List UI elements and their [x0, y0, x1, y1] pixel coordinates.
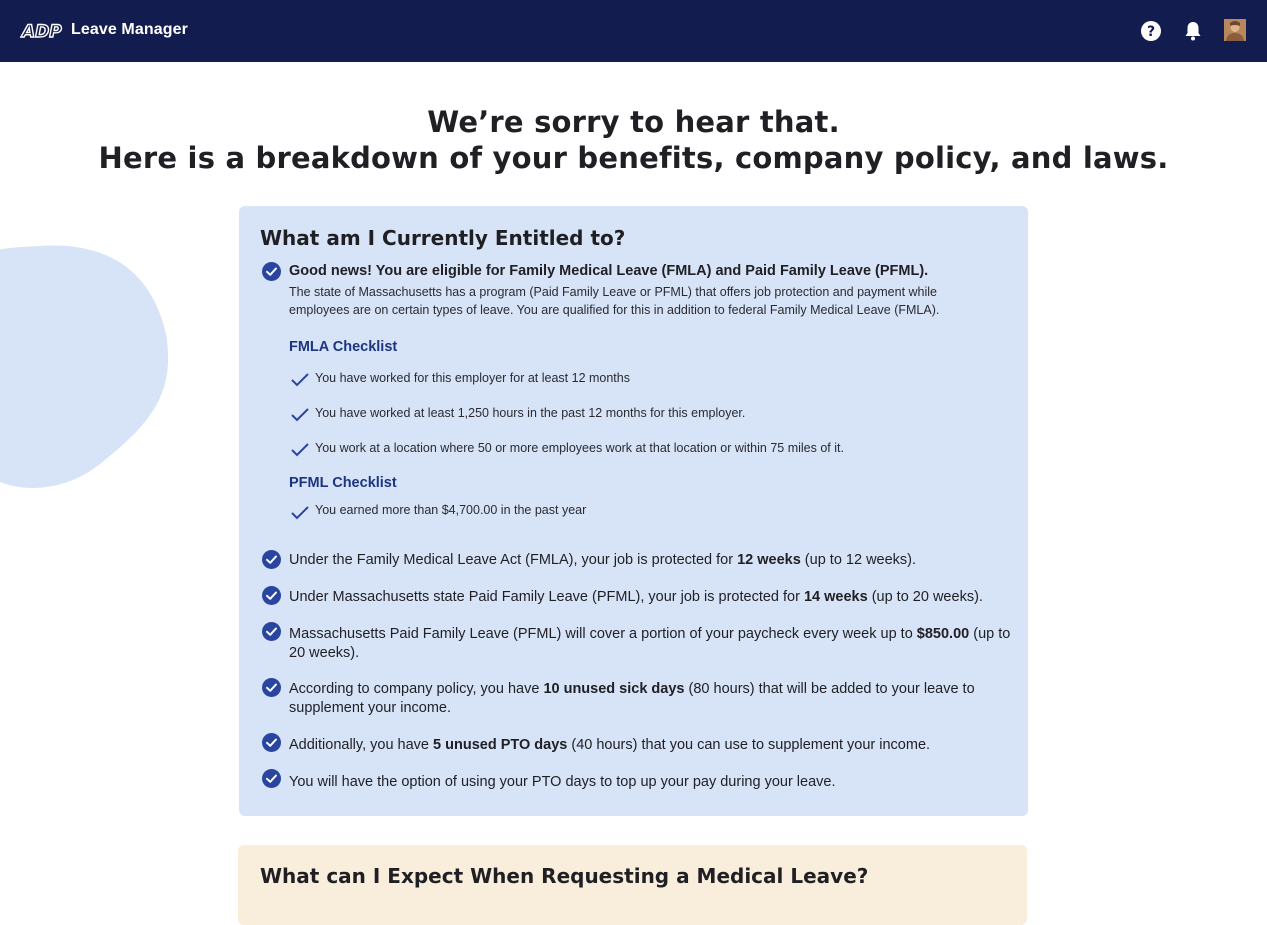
svg-text:ADP: ADP [22, 22, 62, 42]
check-circle-icon [262, 622, 281, 641]
checkmark-icon [291, 373, 309, 387]
checkmark-icon [291, 506, 309, 520]
decorative-blob [0, 244, 170, 489]
check-circle-icon [262, 262, 281, 281]
benefit-item: Under the Family Medical Leave Act (FMLA), your job is protected for 12 weeks (up to 12 weeks). [289, 552, 917, 568]
benefit-item: Under Massachusetts state Paid Family Leave (PFML), your job is protected for 14 weeks (up to 20 weeks). [289, 589, 983, 605]
check-circle-icon [262, 678, 281, 697]
bell-icon[interactable] [1181, 19, 1205, 43]
fmla-checklist-item: You have worked for this employer for at least 12 months [315, 371, 630, 385]
pfml-checklist-item: You earned more than $4,700.00 in the past year [315, 503, 587, 517]
page-headline [0, 104, 1267, 176]
svg-text:?: ? [1146, 24, 1156, 40]
help-icon[interactable] [1139, 19, 1163, 43]
medical-leave-expectations-card [238, 845, 1027, 925]
fmla-checklist-item: You work at a location where 50 or more employees work at that location or within 75 miles of it. [315, 441, 844, 455]
fmla-checklist-item: You have worked at least 1,250 hours in the past 12 months for this employer. [315, 406, 746, 420]
eligibility-description: The state of Massachusetts has a program (Paid Family Leave or PFML) that offers job protection and payment while employees are on certain types of leave. You are qualified for this in addition to federal Family Medical Leave (FMLA). [289, 285, 940, 317]
eligibility-heading: Good news! You are eligible for Family Medical Leave (FMLA) and Paid Family Leave (PFML). [289, 263, 929, 279]
avatar[interactable] [1224, 19, 1246, 41]
app-title: Leave Manager [71, 21, 188, 38]
entitlement-card-title: What am I Currently Entitled to? [260, 226, 626, 250]
benefit-item: You will have the option of using your PTO days to top up your pay during your leave. [289, 774, 836, 790]
top-nav-bar [0, 0, 1267, 62]
expectations-card-title: What can I Expect When Requesting a Medical Leave? [260, 864, 869, 888]
headline-line-1: We’re sorry to hear that. [427, 105, 840, 139]
checkmark-icon [291, 443, 309, 457]
check-circle-icon [262, 733, 281, 752]
adp-logo[interactable] [22, 19, 62, 42]
entitlement-card [239, 206, 1028, 816]
checkmark-icon [291, 408, 309, 422]
fmla-checklist-title: FMLA Checklist [289, 339, 398, 355]
headline-line-2: Here is a breakdown of your benefits, company policy, and laws. [98, 141, 1169, 175]
benefit-item: Massachusetts Paid Family Leave (PFML) will cover a portion of your paycheck every week up to $850.00 (up to 20 weeks). [289, 626, 1011, 661]
check-circle-icon [262, 586, 281, 605]
check-circle-icon [262, 550, 281, 569]
benefit-item: According to company policy, you have 10 unused sick days (80 hours) that will be added to your leave to supplement your income. [289, 681, 975, 716]
pfml-checklist-title: PFML Checklist [289, 475, 397, 491]
check-circle-icon [262, 769, 281, 788]
benefit-item: Additionally, you have 5 unused PTO days (40 hours) that you can use to supplement your income. [289, 737, 931, 753]
